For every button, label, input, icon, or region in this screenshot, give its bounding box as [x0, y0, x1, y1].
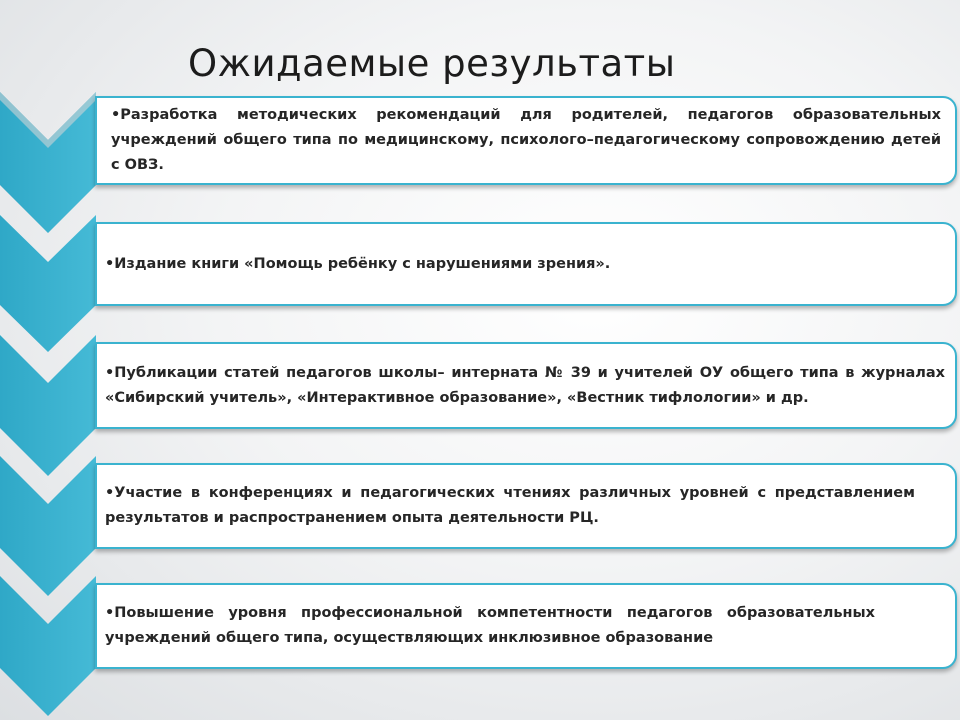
- result-text-1: •Разработка методических рекомендаций для родителей, педагогов образовательных учреждений общего типа по медицинскому, психолого–педагогическому сопровождению детей с ОВЗ.: [111, 107, 941, 173]
- result-text-4: •Участие в конференциях и педагогических чтениях различных уровней с представлением результатов и распространением опыта деятельности РЦ.: [105, 485, 915, 526]
- result-card-1: [95, 96, 957, 185]
- chevron-3: [0, 335, 96, 476]
- result-text-2: •Издание книги «Помощь ребёнку с нарушениями зрения».: [105, 255, 611, 272]
- result-card-4: [95, 463, 957, 549]
- result-card-3: [95, 342, 957, 429]
- chevron-2: [0, 215, 96, 352]
- chevron-5: [0, 576, 96, 716]
- result-card-2: [95, 222, 957, 306]
- chevron-4: [0, 456, 96, 596]
- result-text-5: •Повышение уровня профессиональной компетентности педагогов образовательных учреждений общего типа, осуществляющих инклюзивное образование: [105, 605, 875, 646]
- slide-title: Ожидаемые результаты: [188, 42, 676, 85]
- result-text-3: •Публикации статей педагогов школы– интерната № 39 и учителей ОУ общего типа в журналах «Сибирский учитель», «Интерактивное образование», «Вестник тифлологии» и др.: [105, 364, 945, 406]
- result-card-5: [95, 583, 957, 669]
